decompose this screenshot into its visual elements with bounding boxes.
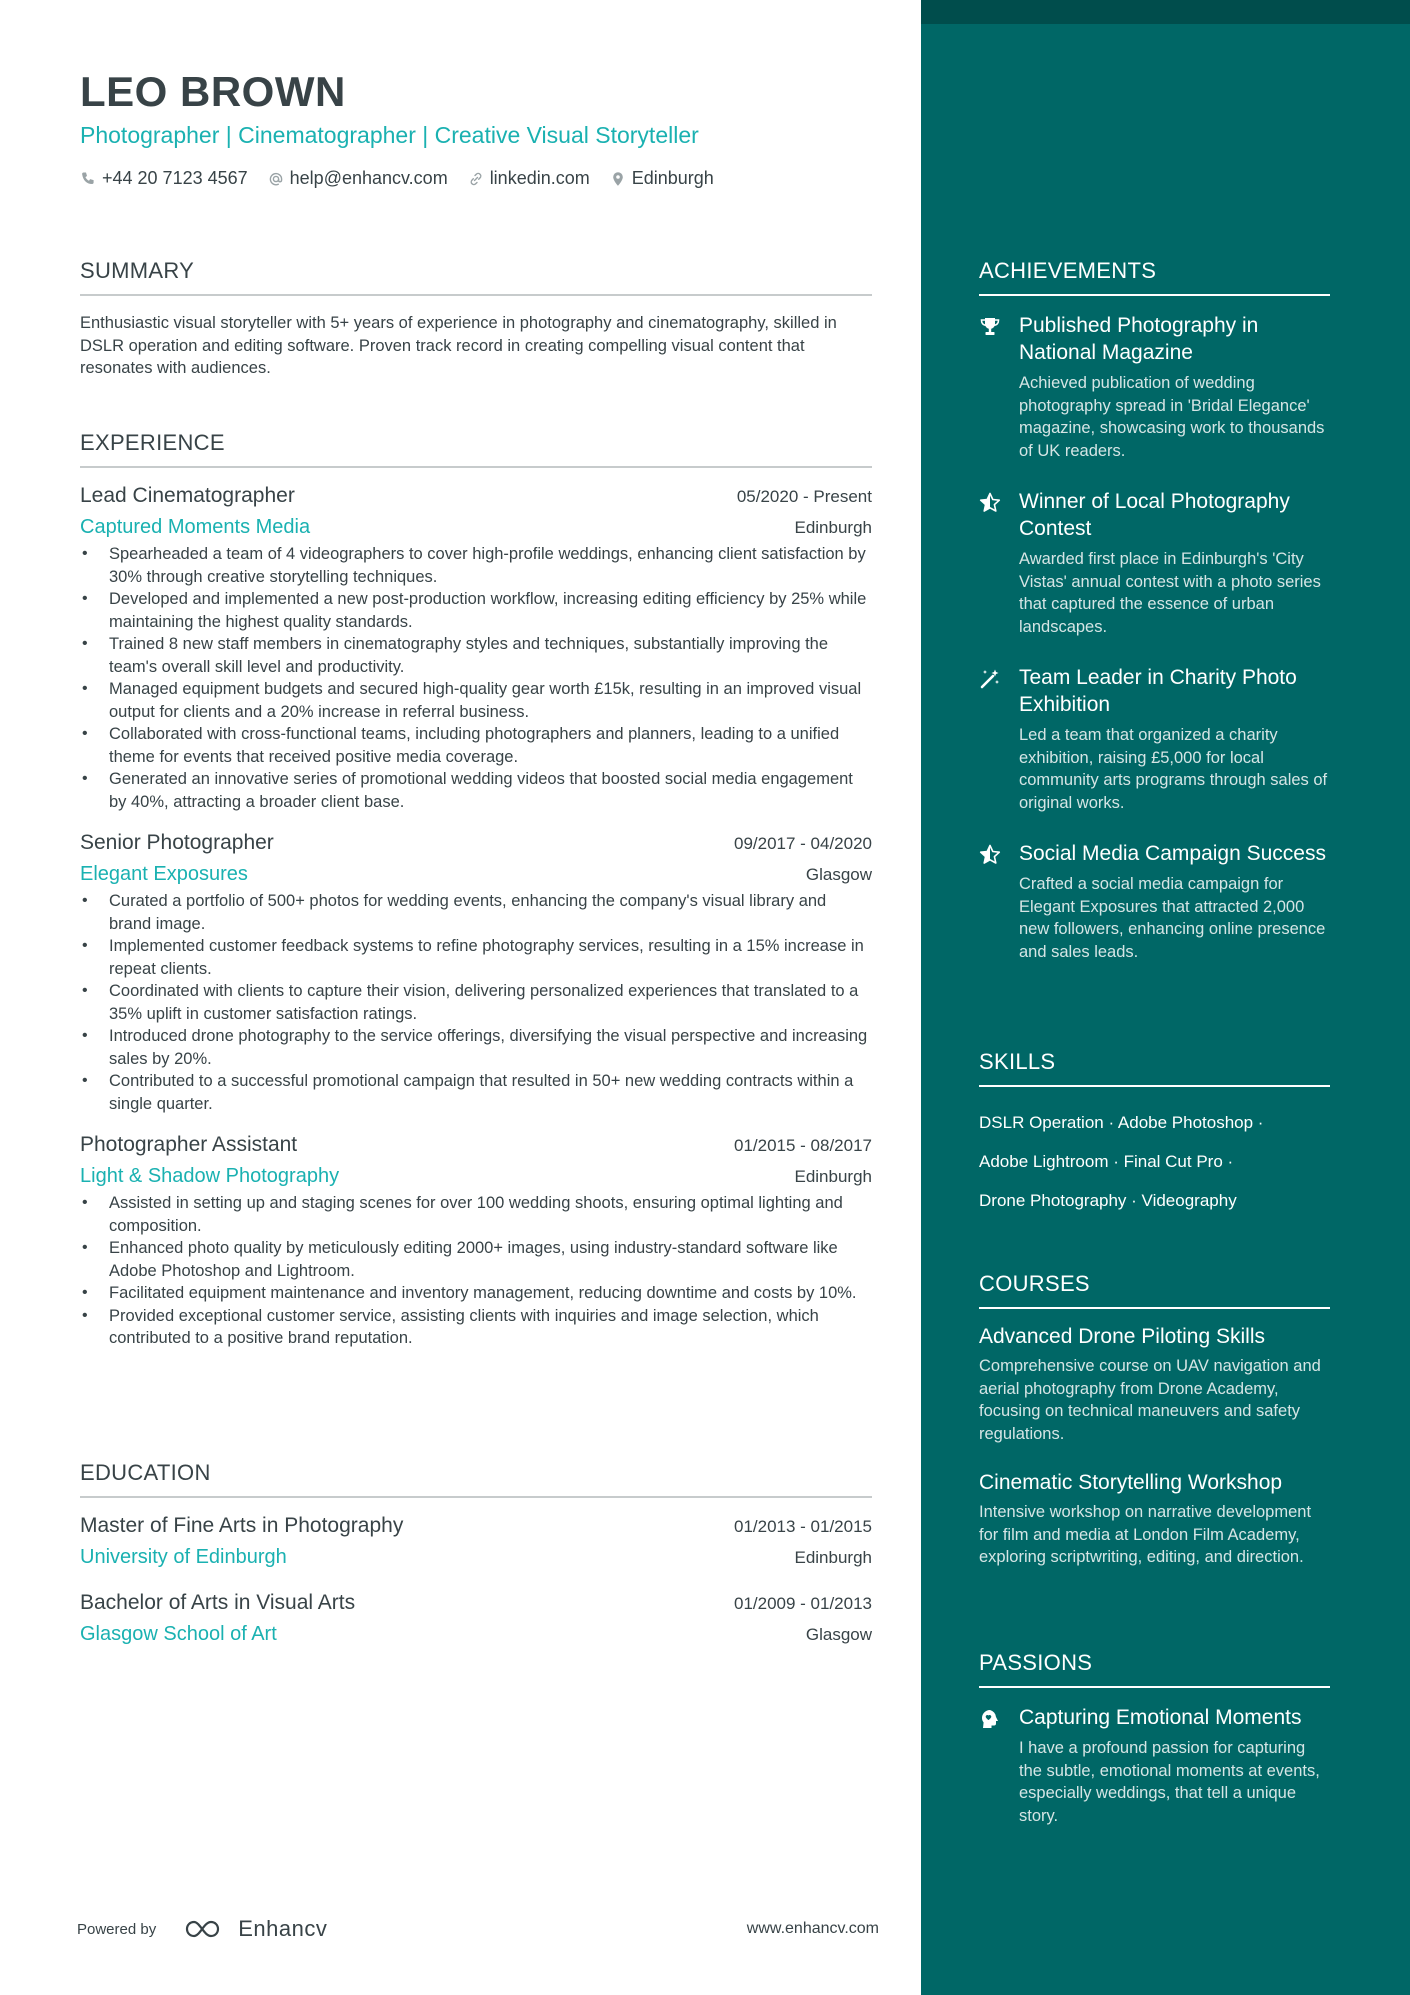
- contact-bar: [80, 168, 714, 189]
- achievement-item: [979, 312, 1330, 462]
- star-icon: [979, 840, 1005, 963]
- passions-section: [979, 1650, 1330, 1853]
- achievements-section: [979, 258, 1330, 989]
- skills-section: [979, 1049, 1330, 1220]
- contact-linkedin[interactable]: [468, 168, 590, 189]
- infinity-logo-icon: [182, 1917, 228, 1941]
- job-bullet: • Developed and implemented a new post-production workflow, increasing editing efficiency by 25% while maintaining the highest quality standards.: [80, 588, 872, 633]
- phone-icon: [80, 171, 96, 187]
- course-description: Intensive workshop on narrative development for film and media at London Film Academy, exploring scriptwriting, editing, and direction.: [979, 1503, 1312, 1566]
- achievement-item: [979, 488, 1330, 638]
- education-school: Glasgow School of Art: [80, 1623, 277, 1645]
- courses-heading: COURSES: [979, 1271, 1330, 1309]
- trophy-icon: [979, 312, 1005, 462]
- passion-description: I have a profound passion for capturing the subtle, emotional moments at events, especially weddings, that tell a unique story.: [1019, 1739, 1320, 1825]
- footer: [77, 1916, 879, 1942]
- job-bullet: • Collaborated with cross-functional teams, including photographers and planners, leading to a unified theme for events that received positive media coverage.: [80, 723, 872, 768]
- education-location: Glasgow: [805, 1625, 872, 1644]
- education-heading: EDUCATION: [80, 1460, 872, 1498]
- job-entry: [80, 831, 872, 1115]
- courses-section: [979, 1271, 1330, 1595]
- brand-logo[interactable]: [182, 1916, 327, 1942]
- summary-heading: SUMMARY: [80, 258, 872, 296]
- job-location: Edinburgh: [794, 518, 872, 537]
- job-bullet: • Provided exceptional customer service, assisting clients with inquiries and image selection, which contributed to a positive brand reputation.: [80, 1305, 872, 1350]
- job-entry: [80, 1133, 872, 1350]
- sidebar-top-bar: [921, 0, 1410, 24]
- achievement-title: Team Leader in Charity Photo Exhibition: [1019, 666, 1297, 716]
- job-location: Glasgow: [805, 865, 872, 884]
- contact-phone-text: +44 20 7123 4567: [102, 168, 248, 188]
- achievement-description: Crafted a social media campaign for Elegant Exposures that attracted 2,000 new followers, enhancing online presence and sales leads.: [1019, 875, 1326, 961]
- job-bullet: • Generated an innovative series of promotional wedding videos that boosted social media engagement by 40%, attracting a broader client base.: [80, 768, 872, 813]
- powered-by-label: Powered by: [77, 1920, 157, 1938]
- link-icon: [468, 171, 484, 187]
- experience-section: [80, 430, 872, 1368]
- experience-heading: EXPERIENCE: [80, 430, 872, 468]
- job-company: Light & Shadow Photography: [80, 1165, 340, 1187]
- education-date: 01/2009 - 01/2013: [733, 1594, 872, 1613]
- skills-line: Drone Photography · Videography: [979, 1191, 1237, 1210]
- contact-location-text: Edinburgh: [631, 168, 714, 188]
- job-bullets: [80, 1192, 872, 1350]
- achievement-title: Social Media Campaign Success: [1019, 842, 1326, 865]
- job-bullet: • Trained 8 new staff members in cinematography styles and techniques, substantially improving the team's overall skill level and productivity.: [80, 633, 872, 678]
- job-title: Lead Cinematographer: [80, 484, 295, 507]
- achievement-title: Winner of Local Photography Contest: [1019, 490, 1290, 540]
- location-icon: [610, 171, 626, 187]
- job-title: Photographer Assistant: [80, 1133, 298, 1156]
- candidate-name: LEO BROWN: [80, 68, 346, 115]
- skills-line: DSLR Operation · Adobe Photoshop ·: [979, 1113, 1264, 1132]
- education-degree: Master of Fine Arts in Photography: [80, 1514, 404, 1537]
- education-entry: [80, 1514, 872, 1569]
- education-section: [80, 1460, 872, 1668]
- education-entry: [80, 1591, 872, 1646]
- job-entry: [80, 484, 872, 813]
- job-bullet: • Introduced drone photography to the service offerings, diversifying the visual perspective and increasing sales by 20%.: [80, 1025, 872, 1070]
- job-bullet: • Contributed to a successful promotional campaign that resulted in 50+ new wedding contracts within a single quarter.: [80, 1070, 872, 1115]
- contact-linkedin-text: linkedin.com: [489, 168, 590, 188]
- magic-wand-icon: [979, 664, 1005, 814]
- course-title: Advanced Drone Piloting Skills: [979, 1325, 1265, 1348]
- achievement-title: Published Photography in National Magazine: [1019, 314, 1259, 364]
- contact-email[interactable]: [268, 168, 448, 189]
- star-icon: [979, 488, 1005, 638]
- candidate-tagline: Photographer | Cinematographer | Creative Visual Storyteller: [80, 122, 699, 148]
- achievement-description: Achieved publication of wedding photography spread in 'Bridal Elegance' magazine, showcasing work to thousands of UK readers.: [1019, 374, 1325, 460]
- passions-heading: PASSIONS: [979, 1650, 1330, 1688]
- powered-by: [77, 1916, 327, 1942]
- footer-website[interactable]: www.enhancv.com: [746, 1920, 879, 1937]
- education-location: Edinburgh: [794, 1548, 872, 1567]
- summary-section: [80, 258, 872, 380]
- passion-item: [979, 1704, 1330, 1827]
- course-item: [979, 1325, 1330, 1445]
- job-date: 01/2015 - 08/2017: [733, 1136, 872, 1155]
- skills-list: [979, 1103, 1330, 1220]
- head-heart-icon: [979, 1704, 1005, 1827]
- job-bullet: • Curated a portfolio of 500+ photos for wedding events, enhancing the company's visual library and brand image.: [80, 890, 872, 935]
- job-bullet: • Facilitated equipment maintenance and inventory management, reducing downtime and costs by 10%.: [80, 1282, 872, 1305]
- achievement-description: Awarded first place in Edinburgh's 'City Vistas' annual contest with a photo series that captured the essence of urban landscapes.: [1019, 550, 1321, 636]
- achievements-heading: ACHIEVEMENTS: [979, 258, 1330, 296]
- education-degree: Bachelor of Arts in Visual Arts: [80, 1591, 356, 1614]
- skills-heading: SKILLS: [979, 1049, 1330, 1087]
- job-bullet: • Managed equipment budgets and secured high-quality gear worth £15k, resulting in an improved visual output for clients and a 20% increase in referral business.: [80, 678, 872, 723]
- job-location: Edinburgh: [794, 1167, 872, 1186]
- job-bullets: [80, 543, 872, 813]
- job-bullet: • Assisted in setting up and staging scenes for over 100 wedding shoots, ensuring optimal lighting and composition.: [80, 1192, 872, 1237]
- course-item: [979, 1471, 1330, 1569]
- job-bullet: • Coordinated with clients to capture their vision, delivering personalized experiences that translated to a 35% uplift in customer satisfaction ratings.: [80, 980, 872, 1025]
- job-date: 05/2020 - Present: [736, 487, 872, 506]
- job-company: Captured Moments Media: [80, 516, 311, 538]
- achievement-item: [979, 664, 1330, 814]
- contact-location: [610, 168, 714, 189]
- job-company: Elegant Exposures: [80, 863, 248, 885]
- contact-phone: [80, 168, 248, 189]
- job-bullets: [80, 890, 872, 1115]
- skills-line: Adobe Lightroom · Final Cut Pro ·: [979, 1152, 1234, 1171]
- achievement-item: [979, 840, 1330, 963]
- education-school: University of Edinburgh: [80, 1546, 287, 1568]
- at-icon: [268, 171, 284, 187]
- job-bullet: • Enhanced photo quality by meticulously editing 2000+ images, using industry-standard software like Adobe Photoshop and Lightroom.: [80, 1237, 872, 1282]
- course-description: Comprehensive course on UAV navigation and aerial photography from Drone Academy, focusing on technical maneuvers and safety regulations.: [979, 1357, 1321, 1443]
- achievement-description: Led a team that organized a charity exhibition, raising £5,000 for local community arts programs through sales of original works.: [1019, 726, 1328, 812]
- course-title: Cinematic Storytelling Workshop: [979, 1471, 1283, 1494]
- passion-title: Capturing Emotional Moments: [1019, 1706, 1302, 1729]
- job-bullet: • Implemented customer feedback systems to refine photography services, resulting in a 15% increase in repeat clients.: [80, 935, 872, 980]
- job-date: 09/2017 - 04/2020: [733, 834, 872, 853]
- contact-email-text: help@enhancv.com: [289, 168, 448, 188]
- summary-text: Enthusiastic visual storyteller with 5+ years of experience in photography and cinematography, skilled in DSLR operation and editing software. Proven track record in creating compelling visual content that resonates with audiences.: [80, 314, 837, 377]
- education-date: 01/2013 - 01/2015: [733, 1517, 872, 1536]
- brand-name: Enhancv: [238, 1916, 328, 1941]
- job-title: Senior Photographer: [80, 831, 274, 854]
- job-bullet: • Spearheaded a team of 4 videographers to cover high-profile weddings, enhancing client satisfaction by 30% through creative storytelling techniques.: [80, 543, 872, 588]
